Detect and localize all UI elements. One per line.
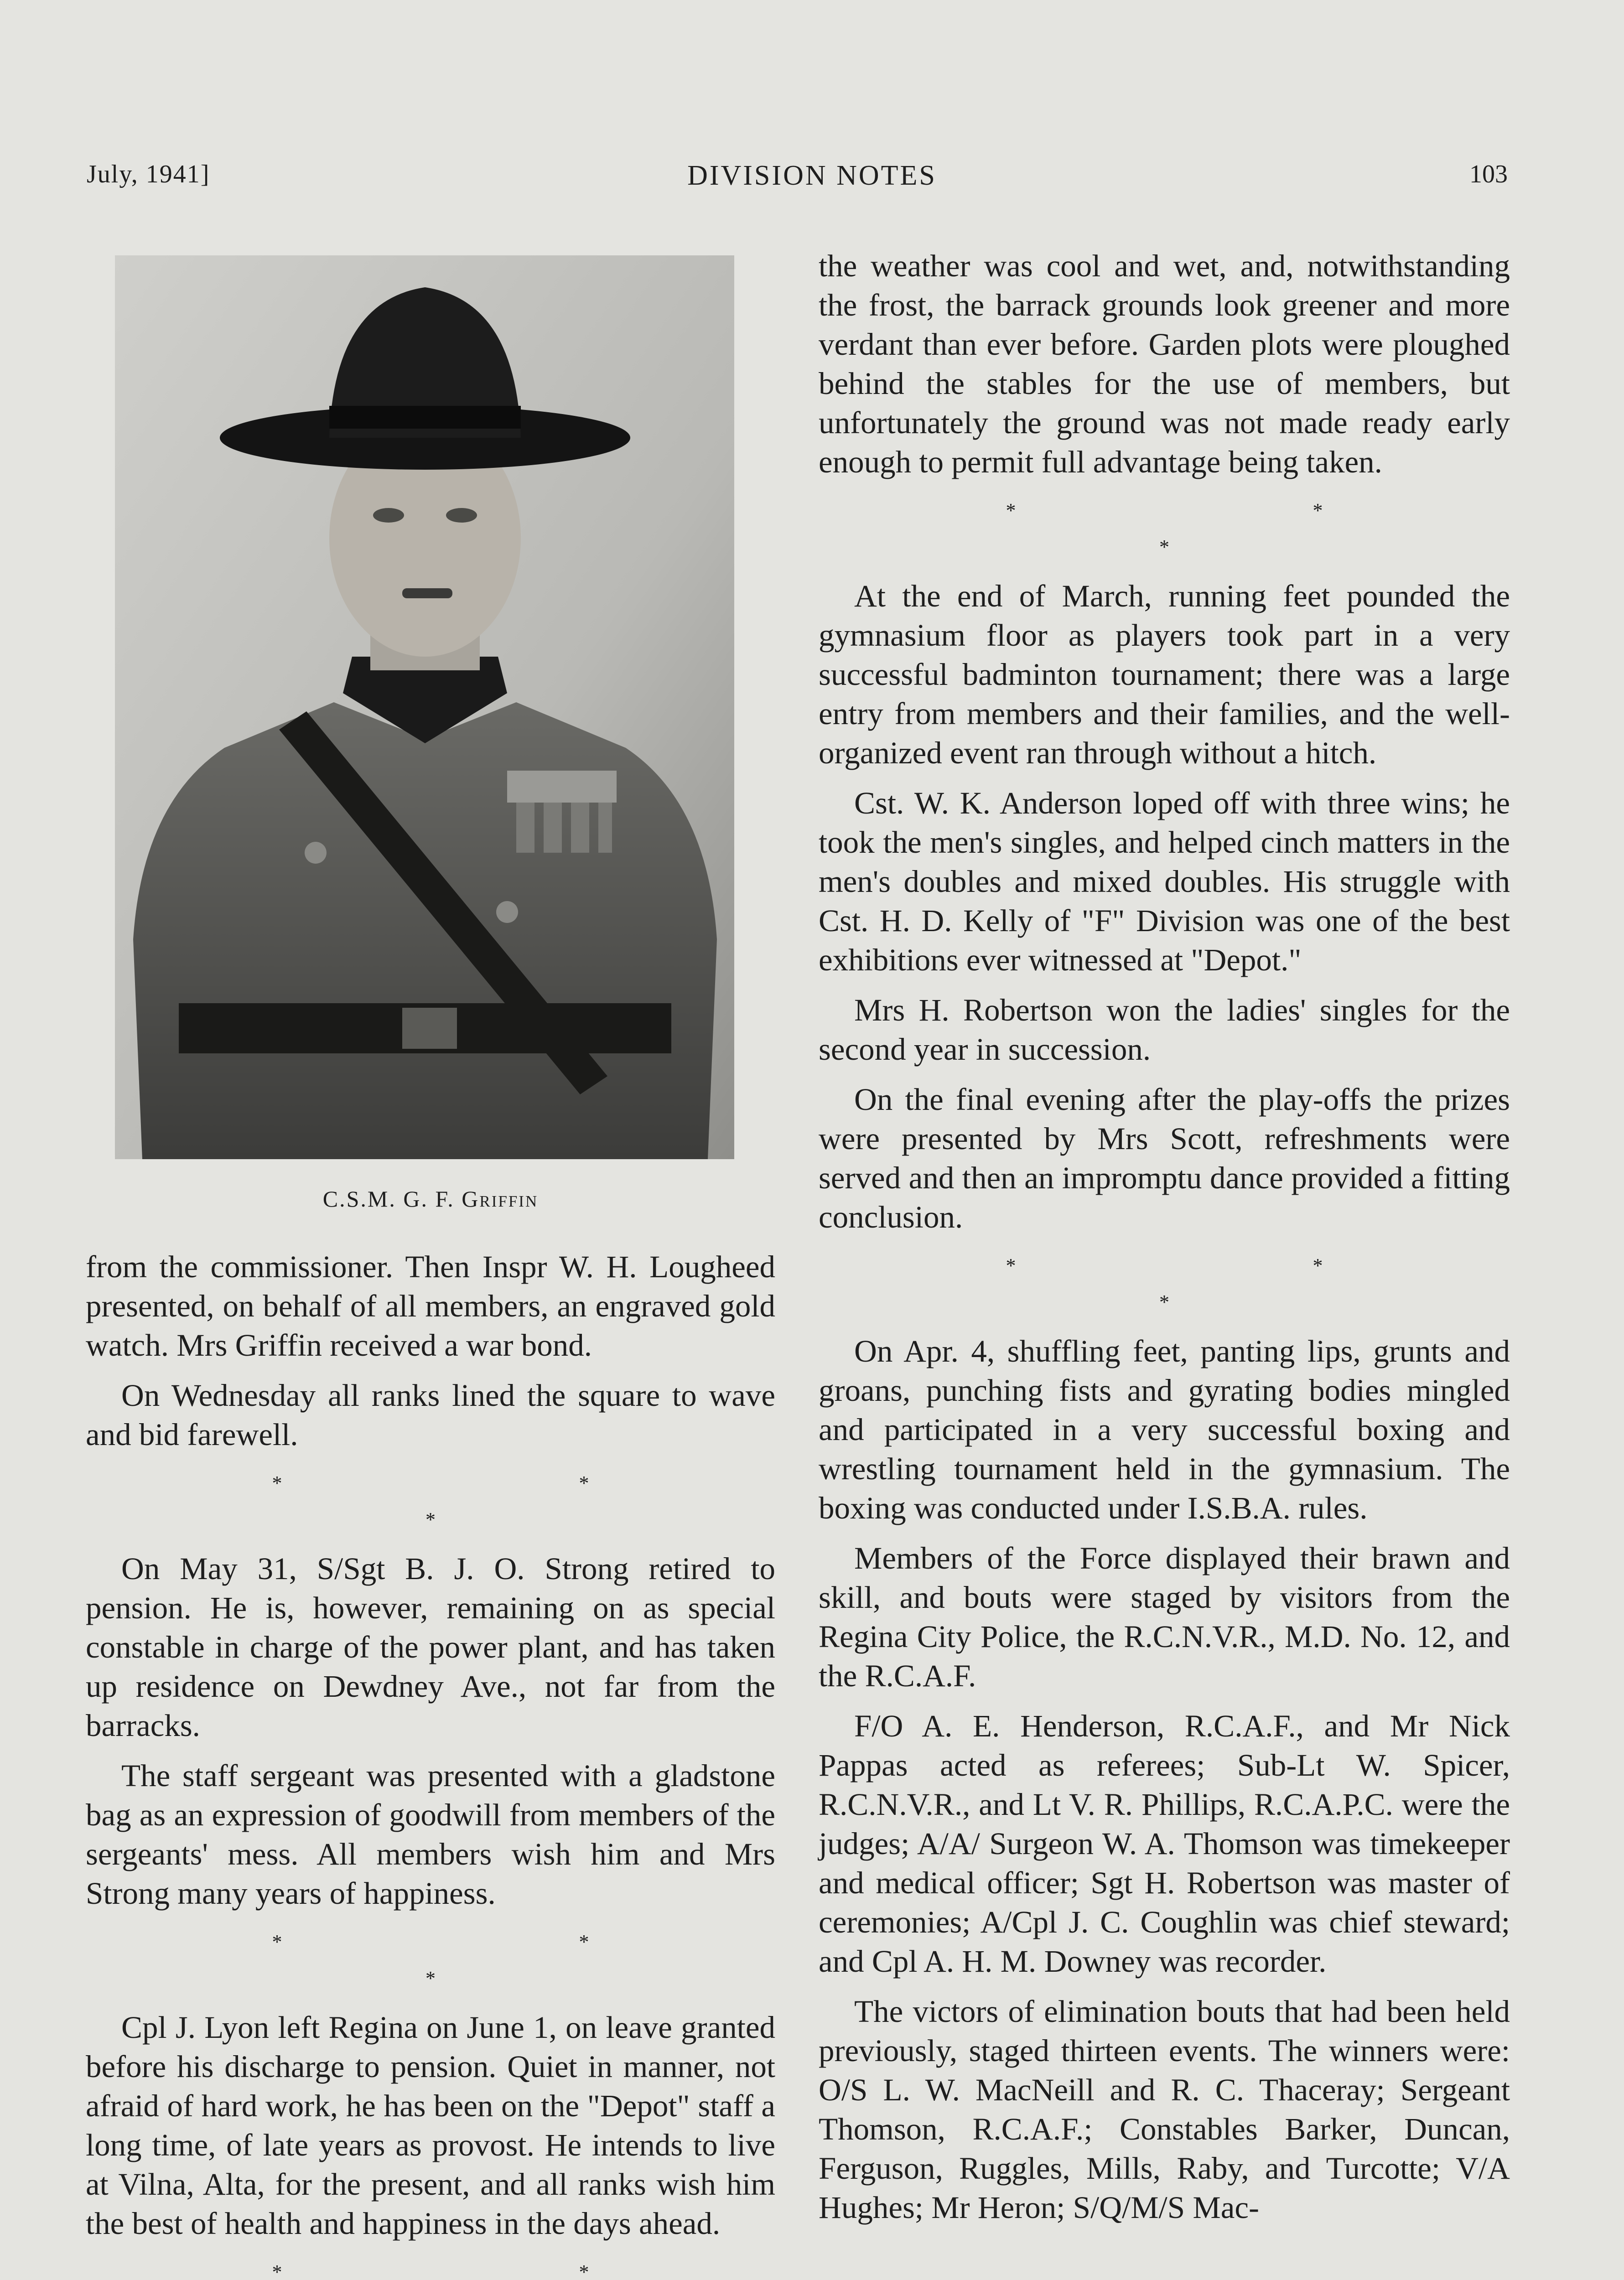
paragraph: F/O A. E. Henderson, R.C.A.F., and Mr Nick Pappas acted as referees; Sub-Lt W. Spicer, R.C.N.V.R., and Lt V. R. Phillips, R.C.A.P.C. were the judges; A/A/ Surgeon W. A. Thomson was timekeeper and medical officer; Sgt H. Robertson was master of ceremonies; A/Cpl J. C. Coughlin was chief steward; and Cpl A. H. M. Downey was recorder.	[819, 1709, 1510, 1979]
page-header	[0, 160, 1624, 201]
section-separator: * * *	[1006, 1254, 1469, 1313]
right-column	[819, 246, 1510, 2238]
paragraph: On Apr. 4, shuffling feet, panting lips, grunts and groans, punching fists and gyrating bodies mingled and participated in a very successful boxing and wrestling tournament held in the gymnasium. The boxing was conducted under I.S.B.A. rules.	[819, 1334, 1510, 1525]
paragraph: Cst. W. K. Anderson loped off with three wins; he took the men's singles, and helped cinch matters in the men's doubles and mixed doubles. His struggle with Cst. H. D. Kelly of "F" Division was one of the best exhibitions ever witnessed at "Depot."	[819, 786, 1510, 977]
paragraph: The victors of elimination bouts that had been held previously, staged thirteen events. The winners were: O/S L. W. MacNeill and R. C. Thaceray; Sergeant Thomson, R.C.A.F.; Constables Barker, Duncan, Ferguson, Ruggles, Mills, Raby, and Turcotte; V/A Hughes; Mr Heron; S/Q/M/S Mac-	[819, 1994, 1510, 2225]
issue-date: July, 1941]	[87, 160, 210, 188]
caption-surname: Griffin	[462, 1186, 539, 1212]
section-separator: * * *	[1006, 499, 1469, 558]
paragraph: from the commissioner. Then Inspr W. H. Lougheed presented, on behalf of all members, an engraved gold watch. Mrs Griffin received a war bond.	[86, 1249, 775, 1363]
paragraph: On May 31, S/Sgt B. J. O. Strong retired to pension. He is, however, remaining on as special constable in charge of the power plant, and has taken up residence on Dewdney Ave., not far from the barracks.	[86, 1551, 775, 1743]
section-separator: * * *	[272, 1472, 735, 1531]
photo-caption	[86, 1186, 775, 1212]
portrait-illustration	[115, 255, 734, 1159]
paragraph: On the final evening after the play-offs the prizes were presented by Mrs Scott, refreshments were served and then an impromptu dance provided a fitting conclusion.	[819, 1082, 1510, 1234]
paragraph: The staff sergeant was presented with a gladstone bag as an expression of goodwill from members of the sergeants' mess. All members wish him and Mrs Strong many years of happiness.	[86, 1758, 775, 1911]
page-number: 103	[1469, 160, 1508, 188]
paragraph: Members of the Force displayed their brawn and skill, and bouts were staged by visitors from the Regina City Police, the R.C.N.V.R., M.D. No. 12, and the R.C.A.F.	[819, 1541, 1510, 1693]
paragraph: At the end of March, running feet pounded the gymnasium floor as players took part in a very successful badminton tournament; there was a large entry from members and their families, and the well-organized event ran through without a hitch.	[819, 579, 1510, 770]
section-title: DIVISION NOTES	[687, 160, 937, 191]
left-column	[86, 1247, 775, 2280]
paragraph: Cpl J. Lyon left Regina on June 1, on leave granted before his discharge to pension. Quiet in manner, not afraid of hard work, he has been on the "Depot" staff a long time, of late years as provost. He intends to live at Vilna, Alta, for the present, and all ranks wish him the best of health and happiness in the days ahead.	[86, 2010, 775, 2241]
paragraph: On Wednesday all ranks lined the square to wave and bid farewell.	[86, 1378, 775, 1452]
section-separator: * *	[272, 2261, 735, 2280]
caption-rank: C.S.M. G. F.	[322, 1186, 455, 1212]
section-separator: * * *	[272, 1931, 735, 1990]
paragraph: Mrs H. Robertson won the ladies' singles for the second year in succession.	[819, 993, 1510, 1067]
portrait-photo	[115, 255, 734, 1159]
paragraph: the weather was cool and wet, and, notwithstanding the frost, the barrack grounds look greener and more verdant than ever before. Garden plots were ploughed behind the stables for the use of members, but unfortunately the ground was not made ready early enough to permit full advantage being taken.	[819, 249, 1510, 479]
